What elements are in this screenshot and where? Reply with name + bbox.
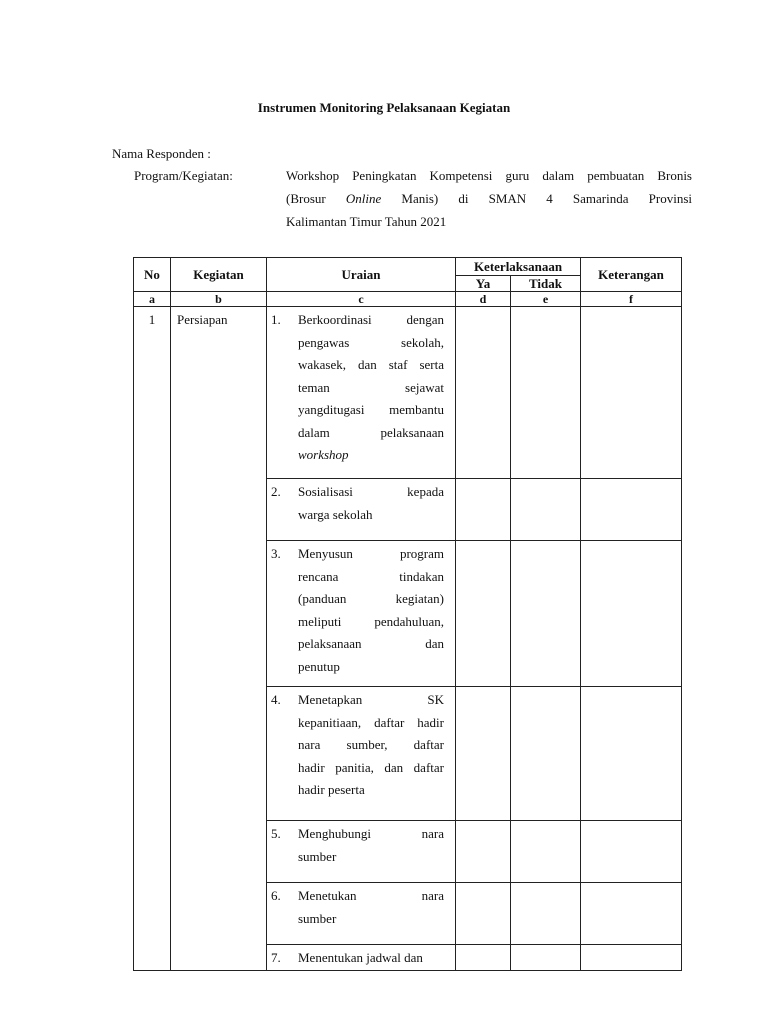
keterangan-cell[interactable] — [581, 541, 682, 687]
program-label: Program/Kegiatan: — [134, 168, 233, 183]
keterangan-cell[interactable] — [581, 687, 682, 821]
tidak-cell[interactable] — [511, 945, 581, 971]
ya-cell[interactable] — [456, 307, 511, 479]
keterangan-cell[interactable] — [581, 821, 682, 883]
item-text-line: (panduan kegiatan) — [298, 591, 444, 606]
header-keterlaksanaan: Keterlaksanaan — [456, 258, 581, 276]
item-text — [298, 481, 444, 526]
item-text-line: warga sekolah — [298, 506, 373, 522]
tidak-cell[interactable] — [511, 687, 581, 821]
uraian-cell — [267, 307, 456, 479]
tidak-cell[interactable] — [511, 883, 581, 945]
item-number: 7. — [271, 950, 281, 965]
program-line-2-text: (Brosur Online Manis) di SMAN 4 Samarinda Provinsi — [286, 191, 692, 206]
tidak-cell[interactable] — [511, 479, 581, 541]
item-text-line: penutup — [298, 658, 340, 674]
item-text — [298, 689, 444, 802]
item-text-line: sumber — [298, 848, 337, 864]
letter-b: b — [171, 292, 267, 307]
item-text-line: Menetapkan SK — [298, 692, 444, 707]
header-ya: Ya — [456, 276, 511, 292]
header-tidak: Tidak — [511, 276, 581, 292]
item-text — [298, 947, 444, 970]
monitoring-table — [133, 257, 682, 971]
keterangan-cell[interactable] — [581, 945, 682, 971]
item-number: 1. — [271, 312, 281, 327]
item-text-line: pengawas sekolah, — [298, 334, 444, 350]
ya-cell[interactable] — [456, 541, 511, 687]
item-number: 6. — [271, 888, 281, 903]
item-text-line: teman sejawat — [298, 379, 444, 395]
item-number: 3. — [271, 546, 281, 561]
keterangan-cell[interactable] — [581, 479, 682, 541]
header-kegiatan: Kegiatan — [171, 258, 267, 292]
tidak-cell[interactable] — [511, 307, 581, 479]
item-text-line: nara sumber, daftar — [298, 737, 444, 752]
program-line-3: Kalimantan Timur Tahun 2021 — [286, 214, 447, 229]
letter-c: c — [267, 292, 456, 307]
tidak-cell[interactable] — [511, 541, 581, 687]
item-number: 4. — [271, 692, 281, 707]
item-text-line: hadir peserta — [298, 782, 365, 797]
program-line-1: Workshop Peningkatan Kompetensi guru dalam pembuatan Bronis — [286, 168, 692, 183]
ya-cell[interactable] — [456, 821, 511, 883]
item-text-line: hadir panitia, dan daftar — [298, 759, 444, 775]
letter-row — [134, 292, 682, 307]
item-text — [298, 543, 444, 678]
uraian-cell — [267, 821, 456, 883]
item-text — [298, 309, 444, 467]
item-text-line: sumber — [298, 910, 337, 926]
item-text-line: meliputi pendahuluan, — [298, 613, 444, 629]
row-kegiatan: Persiapan — [171, 307, 267, 971]
uraian-cell — [267, 687, 456, 821]
item-text-line: Menyusun program — [298, 546, 444, 561]
header-keterangan: Keterangan — [581, 258, 682, 292]
ya-cell[interactable] — [456, 945, 511, 971]
uraian-cell — [267, 479, 456, 541]
item-text-line: Berkoordinasi dengan — [298, 312, 444, 327]
ya-cell[interactable] — [456, 687, 511, 821]
item-text-line: workshop — [298, 447, 349, 462]
keterangan-cell[interactable] — [581, 307, 682, 479]
item-text-line: rencana tindakan — [298, 568, 444, 584]
item-text-line: yangditugasi membantu — [298, 402, 444, 417]
row-number: 1 — [134, 307, 171, 971]
letter-d: d — [456, 292, 511, 307]
item-text-line: wakasek, dan staf serta — [298, 357, 444, 372]
uraian-cell — [267, 945, 456, 971]
respondent-label: Nama Responden : — [112, 146, 211, 161]
uraian-cell — [267, 883, 456, 945]
letter-a: a — [134, 292, 171, 307]
program-line-2 — [286, 191, 692, 207]
item-text-line: Menentukan jadwal dan — [298, 950, 423, 965]
item-text-line: Menghubungi nara — [298, 826, 444, 841]
item-text-line: Menetukan nara — [298, 888, 444, 903]
header-uraian: Uraian — [267, 258, 456, 292]
keterangan-cell[interactable] — [581, 883, 682, 945]
online-italic: Online — [345, 191, 382, 206]
item-number: 2. — [271, 484, 281, 499]
item-text-line: Sosialisasi kepada — [298, 484, 444, 499]
uraian-cell — [267, 541, 456, 687]
table-row — [134, 307, 682, 479]
tidak-cell[interactable] — [511, 821, 581, 883]
item-text-line: dalam pelaksanaan — [298, 424, 444, 440]
item-text-line: pelaksanaan dan — [298, 636, 444, 651]
letter-f: f — [581, 292, 682, 307]
ya-cell[interactable] — [456, 479, 511, 541]
ya-cell[interactable] — [456, 883, 511, 945]
item-text-line: kepanitiaan, daftar hadir — [298, 714, 444, 730]
header-no: No — [134, 258, 171, 292]
item-text — [298, 823, 444, 868]
item-number: 5. — [271, 826, 281, 841]
item-text — [298, 885, 444, 930]
document-title: Instrumen Monitoring Pelaksanaan Kegiatan — [257, 100, 511, 115]
letter-e: e — [511, 292, 581, 307]
